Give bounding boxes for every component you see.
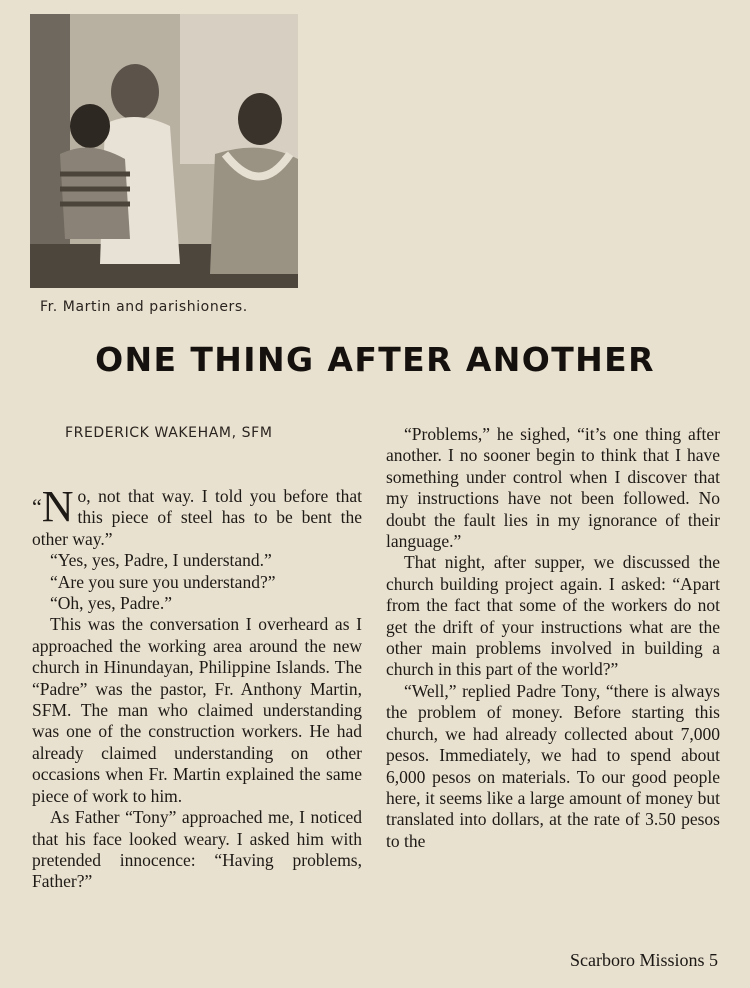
drop-cap: “N [32, 482, 74, 531]
paragraph: This was the conversation I overheard as I approached the working area around the new church in Hinundayan, Philippine Islands. The “Padre” was the pastor, Fr. Anthony Martin, SFM. The man who claimed understanding was one of the construction workers. He had already claimed understanding on other occasions when Fr. Martin explained the same piece of work to him. [32, 614, 362, 806]
paragraph: “N o, not that way. I told you before that this piece of steel has to be bent the other way.” [32, 482, 362, 549]
paragraph: “Well,” replied Padre Tony, “there is always the problem of money. Before starting this church, we had already collected about 7,000 pesos. Immediately, we had to spend about 6,000 pesos on materials. To our good people here, it seems like a large amount of money but translated into dollars, at the rate of 3.50 pesos to the [386, 680, 720, 851]
paragraph: “Are you sure you understand?” [50, 571, 276, 592]
article-byline: FREDERICK WAKEHAM, SFM [65, 425, 273, 441]
paragraph: “Problems,” he sighed, “it’s one thing after another. I no sooner begin to think that I have something under control when I discover that my instructions have not been followed. No doubt the fault lies in my ignorance of their language.” [386, 424, 720, 552]
page-footer: Scarboro Missions 5 [570, 950, 718, 970]
photo-caption: Fr. Martin and parishioners. [40, 299, 248, 315]
paragraph: “Oh, yes, Padre.” [50, 593, 172, 614]
left-column [32, 482, 362, 893]
article-title: ONE THING AFTER ANOTHER [95, 340, 655, 379]
paragraph: “Yes, yes, Padre, I understand.” [50, 550, 272, 571]
paragraph: That night, after supper, we discussed the church building project again. I asked: “Apart from the fact that some of the workers do not get the drift of your instructions what are the other main problems involved in building a church in this part of the world?” [386, 552, 720, 680]
paragraph: As Father “Tony” approached me, I noticed that his face looked weary. I asked him with pretended innocence: “Having problems, Father?” [32, 807, 362, 892]
article-photo [30, 14, 298, 288]
photo-illustration [30, 14, 298, 288]
right-column [386, 424, 720, 852]
